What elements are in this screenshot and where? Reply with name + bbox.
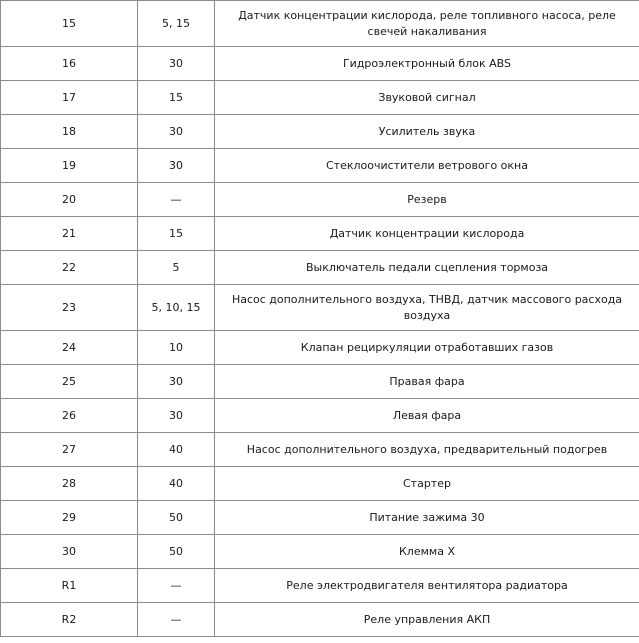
- fuse-number-cell: 29: [1, 501, 138, 535]
- fuse-current-cell: 30: [138, 115, 215, 149]
- fuse-number-cell: 16: [1, 47, 138, 81]
- fuse-current-cell: 5, 15: [138, 1, 215, 47]
- fuse-description-cell: Питание зажима 30: [215, 501, 639, 535]
- fuse-current-cell: 5: [138, 251, 215, 285]
- table-row: [1, 467, 639, 501]
- table-row: [1, 285, 639, 331]
- fuse-number-cell: 17: [1, 81, 138, 115]
- table-row: [1, 81, 639, 115]
- fuse-description-cell: Выключатель педали сцепления тормоза: [215, 251, 639, 285]
- fuse-description-cell: Клемма X: [215, 535, 639, 569]
- fuse-description-cell: Звуковой сигнал: [215, 81, 639, 115]
- fuse-number-cell: 19: [1, 149, 138, 183]
- fuse-number-cell: R2: [1, 603, 138, 637]
- fuse-current-cell: 5, 10, 15: [138, 285, 215, 331]
- fuse-description-cell: Клапан рециркуляции отработавших газов: [215, 331, 639, 365]
- fuse-current-cell: 40: [138, 467, 215, 501]
- fuse-current-cell: 30: [138, 399, 215, 433]
- fuse-description-cell: Датчик концентрации кислорода, реле топливного насоса, реле свечей накаливания: [215, 1, 639, 47]
- fuse-description-cell: Насос дополнительного воздуха, ТНВД, датчик массового расхода воздуха: [215, 285, 639, 331]
- fuse-description-cell: Левая фара: [215, 399, 639, 433]
- fuse-current-cell: —: [138, 183, 215, 217]
- fuse-description-cell: Гидроэлектронный блок ABS: [215, 47, 639, 81]
- fuse-description-cell: Стеклоочистители ветрового окна: [215, 149, 639, 183]
- fuse-description-cell: Насос дополнительного воздуха, предварительный подогрев: [215, 433, 639, 467]
- fuse-number-cell: 23: [1, 285, 138, 331]
- table-row: [1, 365, 639, 399]
- fuse-current-cell: 30: [138, 365, 215, 399]
- fuse-description-cell: Стартер: [215, 467, 639, 501]
- table-row: [1, 47, 639, 81]
- fuse-description-cell: Реле управления АКП: [215, 603, 639, 637]
- table-row: [1, 569, 639, 603]
- table-row: [1, 1, 639, 47]
- fuse-description-cell: Правая фара: [215, 365, 639, 399]
- fuse-current-cell: 10: [138, 331, 215, 365]
- fuse-number-cell: 30: [1, 535, 138, 569]
- fuse-current-cell: 40: [138, 433, 215, 467]
- fuse-number-cell: 18: [1, 115, 138, 149]
- fuse-number-cell: 27: [1, 433, 138, 467]
- fuse-description-cell: Датчик концентрации кислорода: [215, 217, 639, 251]
- table-row: [1, 331, 639, 365]
- table-row: [1, 183, 639, 217]
- fuse-current-cell: 30: [138, 149, 215, 183]
- fuse-number-cell: 20: [1, 183, 138, 217]
- table-row: [1, 115, 639, 149]
- table-row: [1, 535, 639, 569]
- fuse-current-cell: —: [138, 569, 215, 603]
- fuse-number-cell: 22: [1, 251, 138, 285]
- table-row: [1, 433, 639, 467]
- fuse-number-cell: 25: [1, 365, 138, 399]
- fuse-current-cell: 15: [138, 81, 215, 115]
- fuse-current-cell: —: [138, 603, 215, 637]
- table-row: [1, 399, 639, 433]
- table-row: [1, 501, 639, 535]
- table-row: [1, 149, 639, 183]
- fuse-description-cell: Усилитель звука: [215, 115, 639, 149]
- fuse-number-cell: 28: [1, 467, 138, 501]
- table-row: [1, 251, 639, 285]
- fuse-current-cell: 50: [138, 501, 215, 535]
- fuse-description-cell: Реле электродвигателя вентилятора радиатора: [215, 569, 639, 603]
- fuse-number-cell: 24: [1, 331, 138, 365]
- fuse-number-cell: 21: [1, 217, 138, 251]
- table-row: [1, 217, 639, 251]
- table-row: [1, 603, 639, 637]
- fuse-current-cell: 15: [138, 217, 215, 251]
- fuse-current-cell: 50: [138, 535, 215, 569]
- fuse-number-cell: 15: [1, 1, 138, 47]
- fuse-current-cell: 30: [138, 47, 215, 81]
- fuse-number-cell: 26: [1, 399, 138, 433]
- fuse-table-body: [1, 1, 639, 637]
- fuse-description-cell: Резерв: [215, 183, 639, 217]
- fuse-number-cell: R1: [1, 569, 138, 603]
